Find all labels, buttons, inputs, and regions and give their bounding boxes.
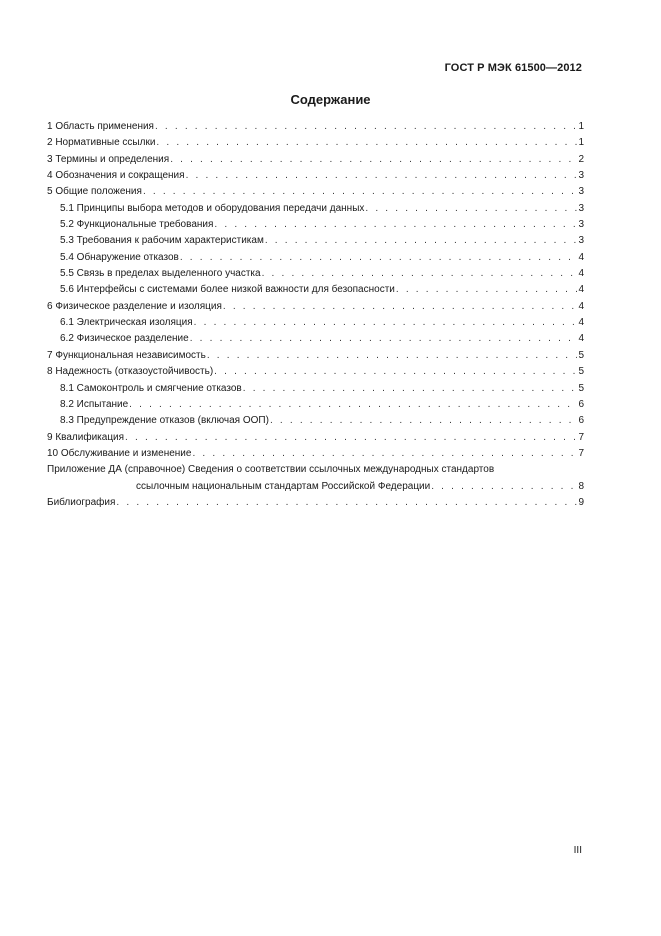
- toc-leader-dots: [243, 381, 578, 397]
- toc-leader-dots: [192, 446, 577, 462]
- toc-entry-page: 5: [578, 382, 584, 394]
- toc-subentry[interactable]: [47, 266, 584, 282]
- toc-subentry[interactable]: [47, 397, 584, 413]
- toc-entry-label: 3 Термины и определения: [47, 153, 170, 165]
- document-code: ГОСТ Р МЭК 61500—2012: [444, 62, 582, 74]
- toc-entry-page: 4: [578, 284, 584, 296]
- toc-entry-page: 8: [578, 480, 584, 492]
- toc-entry-page: 4: [578, 251, 584, 263]
- toc-entry-label: 5.4 Обнаружение отказов: [60, 251, 179, 263]
- toc-entry[interactable]: [47, 168, 584, 184]
- toc-entry-label: 6.2 Физическое разделение: [60, 333, 189, 345]
- toc-entry-label: 5.2 Функциональные требования: [60, 219, 214, 231]
- toc-entry-label: 9 Квалификация: [47, 431, 125, 443]
- toc-entry-page: 5: [578, 366, 584, 378]
- toc-entry-page: 2: [578, 153, 584, 165]
- toc-entry-label: 6.1 Электрическая изоляция: [60, 317, 193, 329]
- toc-entry-label: 5 Общие положения: [47, 186, 142, 198]
- toc-entry-label: 8.2 Испытание: [60, 398, 129, 410]
- toc-leader-dots: [214, 217, 577, 233]
- toc-entry-page: 1: [578, 137, 584, 149]
- toc-entry-label: 6 Физическое разделение и изоляция: [47, 300, 222, 312]
- toc-entry-label: 10 Обслуживание и изменение: [47, 447, 192, 459]
- toc-entry[interactable]: [47, 152, 584, 168]
- toc-entry-label: 2 Нормативные ссылки: [47, 137, 156, 149]
- toc-entry-label: 5.1 Принципы выбора методов и оборудования передачи данных: [60, 202, 365, 214]
- toc-appendix-entry[interactable]: [47, 462, 584, 478]
- toc-entry-page: 6: [578, 415, 584, 427]
- toc-entry-label: 8.3 Предупреждение отказов (включая ООП): [60, 415, 269, 427]
- toc-leader-dots: [190, 331, 578, 347]
- toc-leader-dots: [155, 119, 577, 135]
- toc-entry[interactable]: [47, 430, 584, 446]
- toc-entry-page: 5: [578, 349, 584, 361]
- toc-leader-dots: [143, 184, 578, 200]
- toc-entry-page: 1: [578, 121, 584, 132]
- table-of-contents: [47, 119, 584, 511]
- toc-subentry[interactable]: [47, 282, 584, 298]
- toc-entry-label: 5.6 Интерфейсы с системами более низкой важности для безопасности: [60, 284, 395, 296]
- toc-entry-label: 5.3 Требования к рабочим характеристикам: [60, 235, 264, 247]
- toc-subentry[interactable]: [47, 331, 584, 347]
- toc-bibliography-entry[interactable]: [47, 495, 584, 511]
- toc-entry-page: 3: [578, 202, 584, 214]
- toc-entry-label: 1 Область применения: [47, 121, 154, 132]
- toc-entry[interactable]: [47, 119, 584, 135]
- toc-entry-label: 7 Функциональная независимость: [47, 349, 206, 361]
- toc-entry[interactable]: [47, 348, 584, 364]
- toc-leader-dots: [170, 152, 577, 168]
- toc-leader-dots: [180, 250, 578, 266]
- toc-entry[interactable]: [47, 446, 584, 462]
- toc-entry-page: 4: [578, 268, 584, 280]
- toc-appendix-title: Приложение ДА (справочное) Сведения о соответствии ссылочных международных стандартов: [47, 464, 495, 476]
- toc-entry-page: 3: [578, 186, 584, 198]
- toc-entry-label: Библиография: [47, 496, 116, 508]
- toc-entry[interactable]: [47, 184, 584, 200]
- toc-leader-dots: [262, 266, 578, 282]
- toc-leader-dots: [365, 201, 577, 217]
- toc-subentry[interactable]: [47, 381, 584, 397]
- toc-entry-label: 5.5 Связь в пределах выделенного участка: [60, 268, 261, 280]
- toc-entry-page: 3: [578, 235, 584, 247]
- page-number: III: [573, 845, 582, 856]
- toc-leader-dots: [214, 364, 577, 380]
- toc-entry-page: 6: [578, 398, 584, 410]
- toc-leader-dots: [125, 430, 577, 446]
- toc-leader-dots: [156, 135, 577, 151]
- toc-leader-dots: [116, 495, 577, 511]
- toc-subentry[interactable]: [47, 250, 584, 266]
- toc-leader-dots: [265, 233, 578, 249]
- toc-entry-page: 3: [578, 219, 584, 231]
- toc-entry-label: 8.1 Самоконтроль и смягчение отказов: [60, 382, 242, 394]
- toc-entry-page: 3: [578, 170, 584, 182]
- toc-leader-dots: [223, 299, 578, 315]
- toc-subentry[interactable]: [47, 413, 584, 429]
- toc-entry-label: 8 Надежность (отказоустойчивость): [47, 366, 214, 378]
- toc-entry-page: 9: [578, 496, 584, 508]
- toc-entry-page: 4: [578, 333, 584, 345]
- toc-appendix-entry-continuation[interactable]: [47, 479, 584, 495]
- toc-entry[interactable]: [47, 135, 584, 151]
- toc-leader-dots: [396, 282, 578, 298]
- toc-leader-dots: [207, 348, 578, 364]
- toc-title: Содержание: [290, 92, 371, 107]
- toc-subentry[interactable]: [47, 217, 584, 233]
- toc-entry[interactable]: [47, 364, 584, 380]
- toc-entry-page: 7: [578, 447, 584, 459]
- toc-entry[interactable]: [47, 299, 584, 315]
- toc-leader-dots: [270, 413, 577, 429]
- toc-subentry[interactable]: [47, 233, 584, 249]
- toc-entry-page: 4: [578, 300, 584, 312]
- toc-leader-dots: [186, 168, 578, 184]
- toc-appendix-title-continuation: ссылочным национальным стандартам Российской Федерации: [136, 480, 431, 492]
- toc-subentry[interactable]: [47, 201, 584, 217]
- toc-entry-page: 7: [578, 431, 584, 443]
- toc-leader-dots: [431, 479, 577, 495]
- toc-entry-label: 4 Обозначения и сокращения: [47, 170, 185, 182]
- toc-entry-page: 4: [578, 317, 584, 329]
- toc-leader-dots: [129, 397, 577, 413]
- toc-subentry[interactable]: [47, 315, 584, 331]
- toc-leader-dots: [194, 315, 578, 331]
